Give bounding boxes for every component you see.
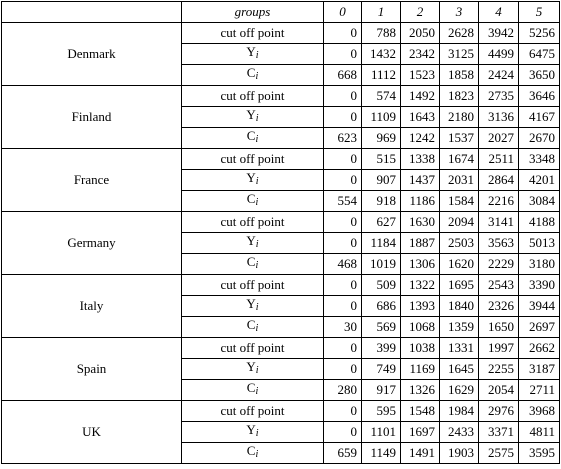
metric-subscript: i <box>255 302 259 313</box>
metric-symbol: C <box>246 128 256 143</box>
y-i-value-group-4: 3136 <box>479 107 519 128</box>
c-i-value-group-4: 1650 <box>479 317 519 338</box>
cut-off-point-value-group-5: 3390 <box>519 275 560 296</box>
cut-off-point-value-group-1: 788 <box>362 23 401 44</box>
cut-off-point-value-group-0: 0 <box>324 275 362 296</box>
y-i-value-group-2: 1643 <box>401 107 440 128</box>
c-i-value-group-0: 659 <box>324 443 362 464</box>
cut-off-point-value-group-4: 2735 <box>479 86 519 107</box>
metric-subscript: i <box>255 260 259 271</box>
c-i-value-group-3: 1858 <box>440 65 479 86</box>
y-i-value-group-1: 907 <box>362 170 401 191</box>
y-i-value-group-1: 1109 <box>362 107 401 128</box>
y-i-value-group-1: 686 <box>362 296 401 317</box>
cut-off-point-value-group-3: 1823 <box>440 86 479 107</box>
cut-off-point-value-group-0: 0 <box>324 212 362 233</box>
metric-subscript: i <box>255 449 259 460</box>
table-row <box>2 212 560 233</box>
country-name: Denmark <box>2 23 182 86</box>
cut-off-point-value-group-0: 0 <box>324 23 362 44</box>
table-row <box>2 149 560 170</box>
table-row <box>2 86 560 107</box>
c-i-value-group-1: 569 <box>362 317 401 338</box>
country-name: Germany <box>2 212 182 275</box>
c-i-value-group-4: 2229 <box>479 254 519 275</box>
metric-symbol: Y <box>246 170 256 185</box>
cut-off-point-value-group-1: 627 <box>362 212 401 233</box>
cut-off-point-value-group-4: 3141 <box>479 212 519 233</box>
y-i-value-group-0: 0 <box>324 359 362 380</box>
country-name: UK <box>2 401 182 464</box>
c-i-value-group-5: 2697 <box>519 317 560 338</box>
metric-symbol: Y <box>246 296 256 311</box>
y-i-value-group-5: 4167 <box>519 107 560 128</box>
group-header-5: 5 <box>519 2 560 23</box>
cut-off-point-value-group-2: 2050 <box>401 23 440 44</box>
y-i-value-group-3: 3125 <box>440 44 479 65</box>
cut-off-point-label: cut off point <box>182 212 324 233</box>
cut-off-point-value-group-0: 0 <box>324 401 362 422</box>
cut-off-point-value-group-4: 2976 <box>479 401 519 422</box>
metric-subscript: i <box>255 134 259 145</box>
table-body <box>2 23 560 464</box>
c-i-value-group-1: 1019 <box>362 254 401 275</box>
group-header-1: 1 <box>362 2 401 23</box>
c-i-label <box>182 128 324 149</box>
cut-off-point-value-group-3: 1674 <box>440 149 479 170</box>
cut-off-point-value-group-2: 1630 <box>401 212 440 233</box>
cut-off-point-value-group-2: 1492 <box>401 86 440 107</box>
c-i-label <box>182 191 324 212</box>
c-i-label <box>182 317 324 338</box>
c-i-label <box>182 380 324 401</box>
country-name: Finland <box>2 86 182 149</box>
metric-symbol: Y <box>246 359 256 374</box>
c-i-value-group-3: 1584 <box>440 191 479 212</box>
cut-off-point-value-group-2: 1322 <box>401 275 440 296</box>
corner-cell <box>2 2 182 23</box>
y-i-value-group-5: 3944 <box>519 296 560 317</box>
y-i-value-group-2: 1169 <box>401 359 440 380</box>
y-i-value-group-0: 0 <box>324 422 362 443</box>
cut-off-point-value-group-1: 399 <box>362 338 401 359</box>
cut-off-point-value-group-4: 2543 <box>479 275 519 296</box>
cut-off-point-value-group-3: 2628 <box>440 23 479 44</box>
y-i-value-group-2: 1887 <box>401 233 440 254</box>
c-i-value-group-2: 1186 <box>401 191 440 212</box>
y-i-value-group-1: 1432 <box>362 44 401 65</box>
cut-off-point-value-group-4: 2511 <box>479 149 519 170</box>
metric-subscript: i <box>255 71 259 82</box>
y-i-value-group-3: 2180 <box>440 107 479 128</box>
y-i-value-group-0: 0 <box>324 107 362 128</box>
y-i-value-group-3: 2433 <box>440 422 479 443</box>
cut-off-point-value-group-2: 1548 <box>401 401 440 422</box>
c-i-value-group-0: 468 <box>324 254 362 275</box>
y-i-value-group-3: 1840 <box>440 296 479 317</box>
metric-symbol: C <box>246 317 256 332</box>
y-i-value-group-4: 2864 <box>479 170 519 191</box>
y-i-value-group-5: 3187 <box>519 359 560 380</box>
metric-symbol: C <box>246 65 256 80</box>
c-i-value-group-5: 3650 <box>519 65 560 86</box>
cut-off-point-value-group-5: 3968 <box>519 401 560 422</box>
metric-subscript: i <box>255 113 259 124</box>
cut-off-point-label: cut off point <box>182 401 324 422</box>
cut-off-point-value-group-5: 5256 <box>519 23 560 44</box>
metric-symbol: C <box>246 254 256 269</box>
cut-off-point-value-group-3: 2094 <box>440 212 479 233</box>
cut-off-point-value-group-1: 515 <box>362 149 401 170</box>
metric-symbol: C <box>246 443 256 458</box>
c-i-value-group-0: 554 <box>324 191 362 212</box>
c-i-value-group-0: 623 <box>324 128 362 149</box>
c-i-value-group-5: 2711 <box>519 380 560 401</box>
metric-subscript: i <box>255 176 259 187</box>
c-i-value-group-3: 1537 <box>440 128 479 149</box>
c-i-value-group-3: 1903 <box>440 443 479 464</box>
metric-symbol: C <box>246 191 256 206</box>
metric-subscript: i <box>255 239 259 250</box>
c-i-value-group-5: 3180 <box>519 254 560 275</box>
y-i-value-group-0: 0 <box>324 170 362 191</box>
c-i-value-group-2: 1242 <box>401 128 440 149</box>
metric-symbol: Y <box>246 107 256 122</box>
metric-symbol: Y <box>246 422 256 437</box>
y-i-value-group-4: 4499 <box>479 44 519 65</box>
y-i-value-group-1: 1101 <box>362 422 401 443</box>
table-row <box>2 23 560 44</box>
metric-subscript: i <box>255 197 259 208</box>
c-i-value-group-0: 280 <box>324 380 362 401</box>
cut-off-point-value-group-3: 1331 <box>440 338 479 359</box>
y-i-label <box>182 422 324 443</box>
c-i-value-group-1: 969 <box>362 128 401 149</box>
c-i-value-group-2: 1523 <box>401 65 440 86</box>
cut-off-point-value-group-4: 3942 <box>479 23 519 44</box>
c-i-value-group-2: 1306 <box>401 254 440 275</box>
c-i-value-group-4: 2054 <box>479 380 519 401</box>
group-header-2: 2 <box>401 2 440 23</box>
y-i-value-group-4: 3563 <box>479 233 519 254</box>
metric-subscript: i <box>255 50 259 61</box>
metric-symbol: Y <box>246 233 256 248</box>
c-i-value-group-1: 1149 <box>362 443 401 464</box>
table-row <box>2 275 560 296</box>
c-i-label <box>182 443 324 464</box>
groups-header: groups <box>182 2 324 23</box>
group-header-0: 0 <box>324 2 362 23</box>
metric-symbol: Y <box>246 44 256 59</box>
y-i-value-group-5: 5013 <box>519 233 560 254</box>
y-i-value-group-3: 2503 <box>440 233 479 254</box>
c-i-value-group-3: 1359 <box>440 317 479 338</box>
metric-subscript: i <box>255 323 259 334</box>
group-header-4: 4 <box>479 2 519 23</box>
cut-off-point-value-group-5: 3348 <box>519 149 560 170</box>
c-i-value-group-1: 918 <box>362 191 401 212</box>
y-i-value-group-1: 1184 <box>362 233 401 254</box>
cut-off-point-value-group-5: 3646 <box>519 86 560 107</box>
income-groups-table <box>1 1 560 464</box>
y-i-value-group-4: 3371 <box>479 422 519 443</box>
metric-subscript: i <box>255 365 259 376</box>
cut-off-point-value-group-5: 4188 <box>519 212 560 233</box>
c-i-value-group-4: 2027 <box>479 128 519 149</box>
y-i-value-group-0: 0 <box>324 296 362 317</box>
y-i-value-group-4: 2255 <box>479 359 519 380</box>
metric-subscript: i <box>255 386 259 397</box>
c-i-value-group-3: 1620 <box>440 254 479 275</box>
y-i-value-group-2: 2342 <box>401 44 440 65</box>
c-i-value-group-5: 3595 <box>519 443 560 464</box>
c-i-label <box>182 254 324 275</box>
y-i-value-group-5: 4811 <box>519 422 560 443</box>
cut-off-point-label: cut off point <box>182 23 324 44</box>
cut-off-point-value-group-5: 2662 <box>519 338 560 359</box>
c-i-value-group-0: 668 <box>324 65 362 86</box>
y-i-value-group-2: 1697 <box>401 422 440 443</box>
cut-off-point-value-group-3: 1695 <box>440 275 479 296</box>
y-i-label <box>182 44 324 65</box>
c-i-value-group-2: 1068 <box>401 317 440 338</box>
c-i-value-group-5: 3084 <box>519 191 560 212</box>
y-i-value-group-2: 1437 <box>401 170 440 191</box>
cut-off-point-value-group-3: 1984 <box>440 401 479 422</box>
country-name: Italy <box>2 275 182 338</box>
cut-off-point-value-group-0: 0 <box>324 149 362 170</box>
c-i-value-group-1: 1112 <box>362 65 401 86</box>
metric-symbol: C <box>246 380 256 395</box>
y-i-value-group-2: 1393 <box>401 296 440 317</box>
y-i-value-group-5: 4201 <box>519 170 560 191</box>
cut-off-point-value-group-1: 574 <box>362 86 401 107</box>
c-i-value-group-0: 30 <box>324 317 362 338</box>
header-row <box>2 2 560 23</box>
metric-subscript: i <box>255 428 259 439</box>
y-i-label <box>182 233 324 254</box>
c-i-label <box>182 65 324 86</box>
country-name: Spain <box>2 338 182 401</box>
cut-off-point-label: cut off point <box>182 275 324 296</box>
y-i-value-group-0: 0 <box>324 233 362 254</box>
cut-off-point-value-group-0: 0 <box>324 338 362 359</box>
table-row <box>2 401 560 422</box>
c-i-value-group-5: 2670 <box>519 128 560 149</box>
c-i-value-group-1: 917 <box>362 380 401 401</box>
cut-off-point-value-group-2: 1038 <box>401 338 440 359</box>
cut-off-point-label: cut off point <box>182 338 324 359</box>
cut-off-point-label: cut off point <box>182 86 324 107</box>
y-i-label <box>182 296 324 317</box>
c-i-value-group-4: 2424 <box>479 65 519 86</box>
table-row <box>2 338 560 359</box>
cut-off-point-value-group-4: 1997 <box>479 338 519 359</box>
y-i-value-group-3: 1645 <box>440 359 479 380</box>
y-i-label <box>182 107 324 128</box>
c-i-value-group-2: 1491 <box>401 443 440 464</box>
cut-off-point-value-group-1: 595 <box>362 401 401 422</box>
y-i-value-group-5: 6475 <box>519 44 560 65</box>
y-i-label <box>182 359 324 380</box>
cut-off-point-value-group-0: 0 <box>324 86 362 107</box>
y-i-label <box>182 170 324 191</box>
y-i-value-group-4: 2326 <box>479 296 519 317</box>
cut-off-point-value-group-1: 509 <box>362 275 401 296</box>
country-name: France <box>2 149 182 212</box>
c-i-value-group-4: 2575 <box>479 443 519 464</box>
y-i-value-group-0: 0 <box>324 44 362 65</box>
c-i-value-group-3: 1629 <box>440 380 479 401</box>
cut-off-point-label: cut off point <box>182 149 324 170</box>
c-i-value-group-4: 2216 <box>479 191 519 212</box>
c-i-value-group-2: 1326 <box>401 380 440 401</box>
y-i-value-group-3: 2031 <box>440 170 479 191</box>
group-header-3: 3 <box>440 2 479 23</box>
cut-off-point-value-group-2: 1338 <box>401 149 440 170</box>
y-i-value-group-1: 749 <box>362 359 401 380</box>
